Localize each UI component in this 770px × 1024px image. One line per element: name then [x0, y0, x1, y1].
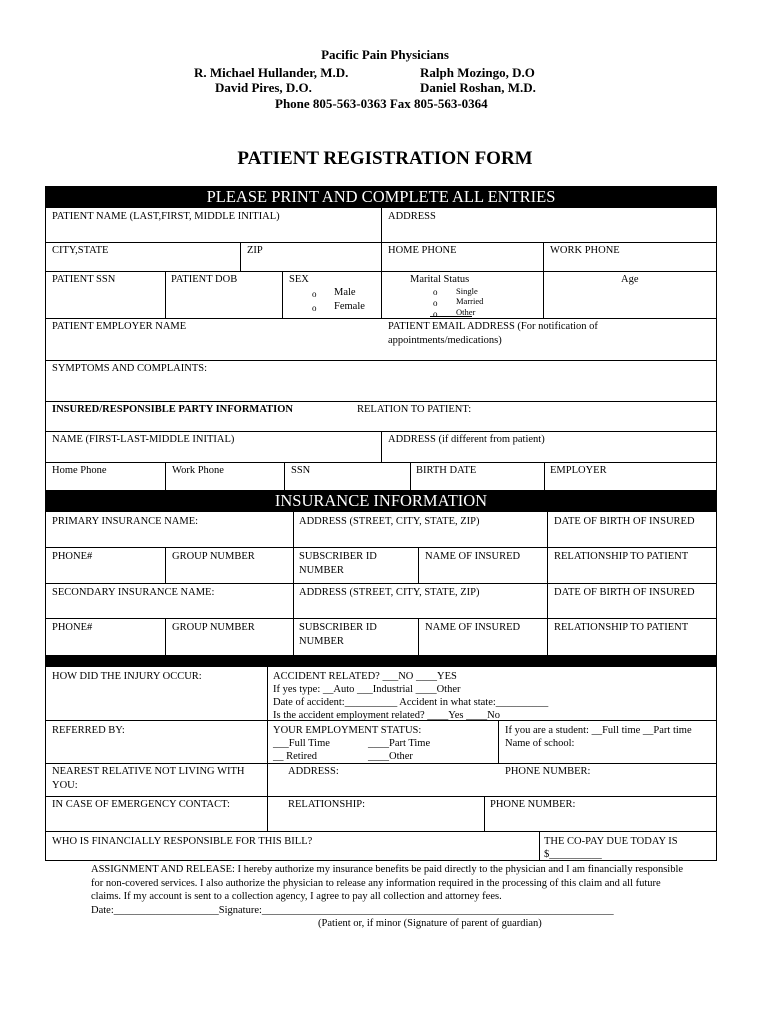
relative-address-field[interactable]: ADDRESS:: [288, 766, 339, 777]
relative-phone-field[interactable]: PHONE NUMBER:: [505, 766, 591, 777]
female-label: Female: [334, 301, 365, 312]
insured-section-label: INSURED/RESPONSIBLE PARTY INFORMATION: [52, 404, 293, 415]
row-line: [45, 462, 717, 463]
accident-date-field[interactable]: Date of accident:__________ Accident in what state:__________: [273, 697, 549, 708]
doctor-mozingo: Ralph Mozingo, D.O: [420, 65, 535, 80]
col-line: [267, 667, 268, 831]
insured-work-phone-field[interactable]: Work Phone: [172, 465, 224, 476]
col-line: [544, 462, 545, 490]
row-line: [45, 360, 717, 361]
injury-occur-field[interactable]: HOW DID THE INJURY OCCUR:: [52, 671, 202, 682]
insured-name-field[interactable]: NAME (FIRST-LAST-MIDDLE INITIAL): [52, 434, 235, 445]
age-field[interactable]: Age: [621, 274, 639, 285]
col-line: [165, 547, 166, 583]
other-option[interactable]: ____Other: [368, 751, 413, 762]
insured-home-phone-field[interactable]: Home Phone: [52, 465, 107, 476]
row-line: [45, 318, 717, 319]
col-line: [498, 720, 499, 763]
zip-field[interactable]: ZIP: [247, 245, 263, 256]
doctor-roshan: Daniel Roshan, M.D.: [420, 80, 536, 95]
col-line: [240, 242, 241, 271]
symptoms-field[interactable]: SYMPTOMS AND COMPLAINTS:: [52, 363, 208, 374]
col-line: [484, 796, 485, 831]
signature-line: [91, 904, 614, 918]
primary-relationship-field[interactable]: RELATIONSHIP TO PATIENT: [554, 551, 689, 562]
doctor-hullander: R. Michael Hullander, M.D.: [194, 65, 349, 80]
col-line: [165, 271, 166, 318]
primary-dob-insured-field[interactable]: DATE OF BIRTH OF INSURED: [554, 516, 695, 527]
secondary-subscriber-field[interactable]: SUBSCRIBER ID NUMBER: [299, 622, 377, 647]
marital-status-label: Marital Status: [410, 274, 470, 285]
col-line: [418, 547, 419, 583]
patient-ssn-field[interactable]: PATIENT SSN: [52, 274, 116, 285]
accident-related-field[interactable]: ACCIDENT RELATED? ___NO ____YES: [273, 671, 457, 682]
primary-phone-field[interactable]: PHONE#: [52, 551, 93, 562]
other-label: Other: [456, 307, 476, 317]
registration-form: [45, 186, 717, 861]
employment-status-label: YOUR EMPLOYMENT STATUS:: [273, 725, 422, 736]
row-line: [45, 547, 717, 548]
insured-employer-field[interactable]: EMPLOYER: [550, 465, 607, 476]
col-line: [418, 618, 419, 655]
insured-address-field[interactable]: ADDRESS (if different from patient): [388, 434, 545, 445]
secondary-phone-field[interactable]: PHONE#: [52, 622, 93, 633]
assignment-release-text: ASSIGNMENT AND RELEASE: I hereby authorize my insurance benefits be paid directly to the physician and I am financially responsible for non-covered services. I also authorize the physician to release any information required in the processing of this claim and all future claims. If my account is sent to a collection agency, I agree to pay all collection and attorney fees.: [91, 864, 684, 902]
single-label: Single: [456, 286, 478, 296]
retired-option[interactable]: __ Retired: [273, 751, 318, 762]
section-divider-bar: [45, 655, 717, 667]
relation-to-patient-field[interactable]: RELATION TO PATIENT:: [357, 404, 472, 415]
col-line: [381, 431, 382, 462]
employment-related-field[interactable]: Is the accident employment related? ____Yes ____No: [273, 710, 500, 721]
col-line: [543, 242, 544, 271]
primary-name-insured-field[interactable]: NAME OF INSURED: [425, 551, 521, 562]
other-radio[interactable]: o: [433, 309, 438, 319]
insured-birth-date-field[interactable]: BIRTH DATE: [416, 465, 477, 476]
secondary-relationship-field[interactable]: RELATIONSHIP TO PATIENT: [554, 622, 689, 633]
col-line: [165, 462, 166, 490]
financially-responsible-field[interactable]: WHO IS FINANCIALLY RESPONSIBLE FOR THIS BILL?: [52, 836, 313, 847]
col-line: [381, 208, 382, 318]
signature-field[interactable]: Signature:___________________________________________________________________: [218, 905, 614, 916]
secondary-dob-insured-field[interactable]: DATE OF BIRTH OF INSURED: [554, 587, 695, 598]
full-time-option[interactable]: ___Full Time: [273, 738, 330, 749]
secondary-group-field[interactable]: GROUP NUMBER: [172, 622, 255, 633]
row-line: [45, 618, 717, 619]
city-state-field[interactable]: CITY,STATE: [52, 245, 109, 256]
married-label: Married: [456, 296, 484, 306]
practice-contact: Phone 805-563-0363 Fax 805-563-0364: [275, 96, 488, 111]
patient-address-field[interactable]: ADDRESS: [388, 211, 436, 222]
primary-address-field[interactable]: ADDRESS (STREET, CITY, STATE, ZIP): [299, 516, 480, 527]
home-phone-field[interactable]: HOME PHONE: [388, 245, 457, 256]
primary-group-field[interactable]: GROUP NUMBER: [172, 551, 255, 562]
sex-label: SEX: [289, 274, 309, 285]
practice-name: Pacific Pain Physicians: [321, 47, 449, 62]
male-radio[interactable]: o: [312, 289, 317, 299]
secondary-insurance-field[interactable]: SECONDARY INSURANCE NAME:: [52, 587, 215, 598]
col-line: [539, 831, 540, 861]
guardian-note: (Patient or, if minor (Signature of parent of guardian): [318, 918, 542, 929]
col-line: [410, 462, 411, 490]
col-line: [543, 271, 544, 318]
emergency-contact-field[interactable]: IN CASE OF EMERGENCY CONTACT:: [52, 799, 230, 810]
patient-dob-field[interactable]: PATIENT DOB: [171, 274, 238, 285]
referred-by-field[interactable]: REFERRED BY:: [52, 725, 125, 736]
row-line: [45, 763, 717, 764]
col-line: [293, 512, 294, 655]
female-radio[interactable]: o: [312, 303, 317, 313]
col-line: [547, 512, 548, 655]
row-line: [45, 831, 717, 832]
accident-type-field[interactable]: If yes type: __Auto ___Industrial ____Other: [273, 684, 461, 695]
date-field[interactable]: Date:____________________: [91, 905, 219, 916]
col-line: [282, 271, 283, 318]
email-field[interactable]: PATIENT EMAIL ADDRESS (For notification of appointments/medications): [388, 321, 598, 346]
student-status-field[interactable]: If you are a student: __Full time __Part time: [505, 725, 692, 736]
male-label: Male: [334, 287, 356, 298]
nearest-relative-field[interactable]: NEAREST RELATIVE NOT LIVING WITH YOU:: [52, 766, 245, 791]
married-radio[interactable]: o: [433, 298, 438, 308]
work-phone-field[interactable]: WORK PHONE: [550, 245, 620, 256]
form-border-right: [716, 186, 717, 861]
secondary-address-field[interactable]: ADDRESS (STREET, CITY, STATE, ZIP): [299, 587, 480, 598]
row-line: [45, 796, 717, 797]
primary-insurance-field[interactable]: PRIMARY INSURANCE NAME:: [52, 516, 199, 527]
section-header-patient: PLEASE PRINT AND COMPLETE ALL ENTRIES: [45, 186, 717, 208]
patient-name-field[interactable]: PATIENT NAME (LAST,FIRST, MIDDLE INITIAL): [52, 211, 280, 222]
col-line: [284, 462, 285, 490]
doctor-pires: David Pires, D.O.: [215, 80, 312, 95]
row-line: [45, 401, 717, 402]
row-line: [45, 583, 717, 584]
form-title: PATIENT REGISTRATION FORM: [237, 148, 533, 169]
school-name-field[interactable]: Name of school:: [505, 738, 575, 749]
copay-amount-field[interactable]: $__________: [544, 849, 602, 860]
single-radio[interactable]: o: [433, 287, 438, 297]
copay-label: THE CO-PAY DUE TODAY IS: [544, 836, 678, 847]
secondary-name-insured-field[interactable]: NAME OF INSURED: [425, 622, 521, 633]
insured-ssn-field[interactable]: SSN: [291, 465, 311, 476]
employer-name-field[interactable]: PATIENT EMPLOYER NAME: [52, 321, 187, 332]
part-time-option[interactable]: ____Part Time: [368, 738, 431, 749]
form-border-bottom: [45, 860, 717, 861]
primary-subscriber-field[interactable]: SUBSCRIBER ID NUMBER: [299, 551, 377, 576]
col-line: [165, 618, 166, 655]
emergency-phone-field[interactable]: PHONE NUMBER:: [490, 799, 576, 810]
form-border-left: [45, 186, 46, 861]
emergency-relationship-field[interactable]: RELATIONSHIP:: [288, 799, 366, 810]
section-header-insurance: INSURANCE INFORMATION: [45, 490, 717, 512]
